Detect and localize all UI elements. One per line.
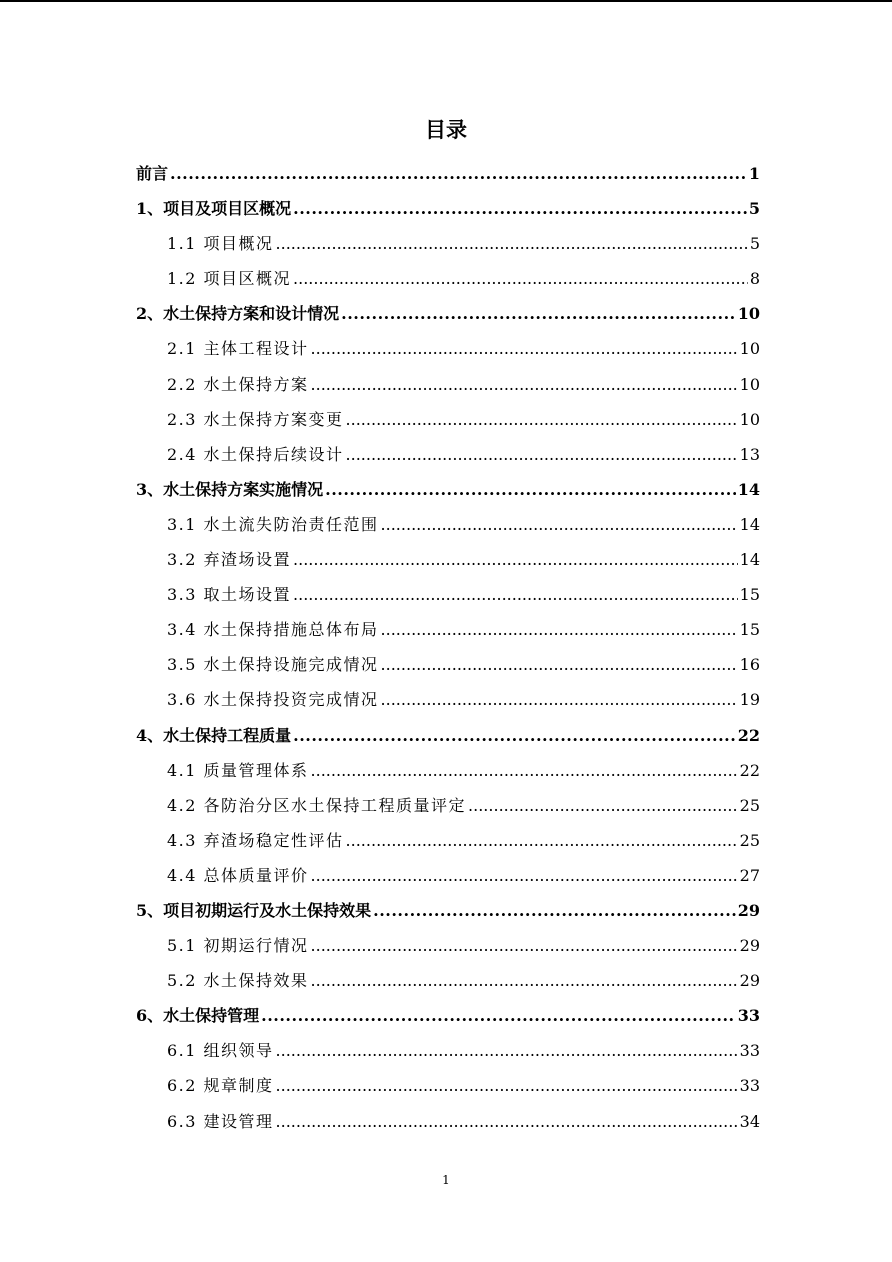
toc-dot-leader [293,542,738,577]
toc-section-entry[interactable] [136,1104,760,1139]
toc-chapter-entry[interactable] [136,296,760,331]
toc-entry-label: 4.1 质量管理体系 [167,760,309,780]
toc-entry-label: 2.2 水土保持方案 [167,374,309,394]
toc-entry-page: 29 [739,936,760,956]
toc-entry-page: 8 [749,269,760,289]
toc-dot-leader [261,998,736,1033]
toc-section-entry[interactable] [136,367,760,402]
toc-entry-page: 25 [739,795,760,815]
toc-entry-label: 3.6 水土保持投资完成情况 [167,690,379,710]
toc-dot-leader [346,823,738,858]
toc-entry-page: 29 [739,971,760,991]
toc-entry-label: 5.1 初期运行情况 [167,936,309,956]
toc-section-entry[interactable] [136,507,760,542]
toc-section-entry[interactable] [136,261,760,296]
toc-entry-page: 1 [748,164,760,183]
toc-dot-leader [381,507,738,542]
toc-dot-leader [311,367,738,402]
toc-dot-leader [346,402,738,437]
toc-entry-page: 22 [739,760,760,780]
toc-section-entry[interactable] [136,647,760,682]
toc-dot-leader [170,156,747,191]
toc-entry-page: 25 [739,830,760,850]
toc-title: 目录 [425,117,467,142]
toc-entry-page: 29 [737,900,760,920]
toc-section-entry[interactable] [136,1033,760,1068]
toc-entry-label: 6、水土保持管理 [136,1006,260,1026]
toc-entry-page: 13 [739,444,760,464]
toc-entry-page: 16 [739,655,760,675]
toc-entry-label: 3.4 水土保持措施总体布局 [167,620,379,640]
toc-entry-label: 2.3 水土保持方案变更 [167,409,344,429]
toc-entry-page: 33 [737,1006,760,1026]
toc-section-entry[interactable] [136,542,760,577]
toc-chapter-entry[interactable] [136,472,760,507]
toc-entry-label: 1.1 项目概况 [167,234,274,254]
toc-dot-leader [381,612,738,647]
toc-chapter-entry[interactable] [136,191,760,226]
toc-chapter-entry[interactable] [136,998,760,1033]
toc-dot-leader [341,296,736,331]
toc-entry-label: 5.2 水土保持效果 [167,971,309,991]
toc-dot-leader [311,331,738,366]
toc-entry-label: 4.4 总体质量评价 [167,865,309,885]
toc-entry-label: 4、水土保持工程质量 [136,725,292,745]
toc-entry-page: 34 [739,1111,760,1131]
toc-dot-leader [293,191,747,226]
toc-chapter-entry[interactable] [136,718,760,753]
toc-entry-page: 15 [739,620,760,640]
table-of-contents [136,156,760,1139]
toc-section-entry[interactable] [136,331,760,366]
toc-section-entry[interactable] [136,402,760,437]
toc-section-entry[interactable] [136,963,760,998]
toc-dot-leader [311,753,738,788]
toc-dot-leader [276,1033,738,1068]
toc-entry-page: 10 [739,339,760,359]
toc-entry-page: 33 [739,1041,760,1061]
toc-section-entry[interactable] [136,753,760,788]
toc-chapter-entry[interactable] [136,156,760,191]
toc-entry-page: 5 [749,234,760,254]
toc-entry-page: 14 [737,479,760,499]
toc-dot-leader [293,718,736,753]
toc-dot-leader [293,261,748,296]
toc-dot-leader [325,472,736,507]
toc-entry-label: 1、项目及项目区概况 [136,199,292,219]
toc-section-entry[interactable] [136,1068,760,1103]
toc-entry-page: 27 [739,865,760,885]
toc-dot-leader [276,226,748,261]
toc-dot-leader [311,963,738,998]
toc-entry-label: 前言 [136,164,169,183]
toc-entry-label: 5、项目初期运行及水土保持效果 [136,900,372,920]
toc-entry-page: 10 [739,409,760,429]
toc-dot-leader [311,928,738,963]
toc-entry-page: 22 [737,725,760,745]
toc-dot-leader [468,788,738,823]
toc-entry-page: 33 [739,1076,760,1096]
toc-entry-label: 4.3 弃渣场稳定性评估 [167,830,344,850]
toc-section-entry[interactable] [136,928,760,963]
toc-entry-label: 3.3 取土场设置 [167,585,292,605]
toc-section-entry[interactable] [136,437,760,472]
toc-dot-leader [293,577,738,612]
toc-entry-page: 14 [739,550,760,570]
toc-entry-label: 3.5 水土保持设施完成情况 [167,655,379,675]
toc-entry-label: 6.1 组织领导 [167,1041,274,1061]
toc-dot-leader [311,858,738,893]
toc-entry-label: 1.2 项目区概况 [167,269,292,289]
toc-section-entry[interactable] [136,788,760,823]
toc-section-entry[interactable] [136,577,760,612]
toc-entry-page: 14 [739,514,760,534]
toc-dot-leader [276,1068,738,1103]
toc-entry-label: 3、水土保持方案实施情况 [136,479,324,499]
toc-entry-label: 2.1 主体工程设计 [167,339,309,359]
toc-section-entry[interactable] [136,682,760,717]
toc-entry-page: 5 [748,199,760,219]
toc-entry-label: 3.1 水土流失防治责任范围 [167,514,379,534]
toc-entry-page: 19 [739,690,760,710]
toc-dot-leader [381,647,738,682]
toc-chapter-entry[interactable] [136,893,760,928]
toc-entry-label: 3.2 弃渣场设置 [167,550,292,570]
toc-section-entry[interactable] [136,226,760,261]
toc-dot-leader [373,893,736,928]
toc-section-entry[interactable] [136,858,760,893]
top-border-line [0,0,892,2]
toc-dot-leader [381,682,738,717]
toc-entry-label: 6.3 建设管理 [167,1111,274,1131]
toc-dot-leader [276,1104,738,1139]
toc-entry-page: 15 [739,585,760,605]
toc-entry-page: 10 [739,374,760,394]
page-number: 1 [442,1173,450,1187]
toc-entry-label: 2.4 水土保持后续设计 [167,444,344,464]
toc-entry-page: 10 [737,304,760,324]
toc-entry-label: 4.2 各防治分区水土保持工程质量评定 [167,795,467,815]
toc-dot-leader [346,437,738,472]
toc-section-entry[interactable] [136,823,760,858]
toc-entry-label: 2、水土保持方案和设计情况 [136,304,340,324]
toc-section-entry[interactable] [136,612,760,647]
toc-entry-label: 6.2 规章制度 [167,1076,274,1096]
